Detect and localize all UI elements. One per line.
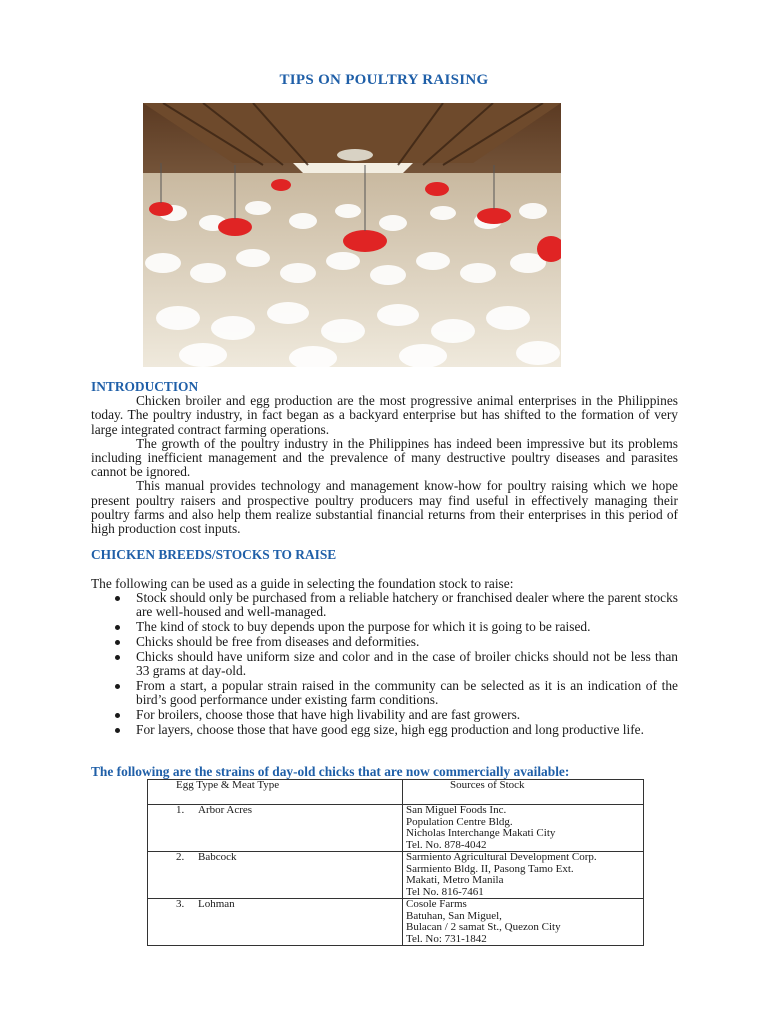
strain-cell [148,852,403,899]
source-line: Tel. No. 878-4042 [406,838,487,851]
strain-cell [148,899,403,946]
strains-heading: The following are the strains of day-old chicks that are now commercially available: [91,764,570,779]
breeds-heading: CHICKEN BREEDS/STOCKS TO RAISE [91,547,337,562]
table-header-row [148,780,644,805]
list-item: Stock should only be purchased from a reliable hatchery or franchised dealer where the parent stocks are well-housed and well-managed. [91,591,678,619]
table-row [148,805,644,852]
column-header-source: Sources of Stock [403,780,644,805]
source-line: Bulacan / 2 samat St., Quezon City [406,921,561,933]
strains-table [147,779,644,946]
introduction-heading: INTRODUCTION [91,379,199,394]
source-line: Batuhan, San Miguel, [406,909,502,922]
source-line: Tel. No: 731-1842 [406,932,487,945]
source-line: San Miguel Foods Inc. [406,804,507,816]
strain-name: Babcock [198,851,237,863]
row-number: 1. [176,804,185,816]
source-line: Sarmiento Agricultural Development Corp. [406,851,597,863]
introduction-section [91,380,678,536]
source-line: Sarmiento Bldg. II, Pasong Tamo Ext. [406,862,574,875]
list-item: From a start, a popular strain raised in the community can be selected as it is an indication of the bird’s good performance under existing farm conditions. [91,679,678,707]
table-row [148,852,644,899]
strain-name: Lohman [198,898,235,910]
table-row [148,899,644,946]
chicken-farm-illustration [143,103,561,367]
source-cell [403,852,644,899]
source-cell [403,899,644,946]
selection-guide-list [91,591,678,737]
list-item: For broilers, choose those that have high livability and are fast growers. [91,708,678,722]
breeds-lead-text: The following can be used as a guide in selecting the foundation stock to raise: [91,576,514,591]
row-number: 2. [176,851,185,863]
breeds-section [91,548,678,562]
source-line: Population Centre Bldg. [406,815,513,828]
source-line: Makati, Metro Manila [406,874,504,886]
intro-paragraph: This manual provides technology and management know-how for poultry raising which we hope present poultry raisers and prospective poultry producers may find useful in effectively managing their poultry farms and also help them realize substantial financial returns from their enterprises in this period of high production cost inputs. [91,478,678,537]
intro-paragraph: Chicken broiler and egg production are the most progressive animal enterprises in the Philippines today. The poultry industry, in fact began as a backyard enterprise but has shifted to the formation of very large integrated contract farming operations. [91,393,678,437]
column-header-type: Egg Type & Meat Type [148,780,403,805]
source-line: Nicholas Interchange Makati City [406,827,556,839]
strains-intro [91,765,678,779]
list-item: The kind of stock to buy depends upon the purpose for which it is going to be raised. [91,620,678,634]
intro-paragraph: The growth of the poultry industry in the Philippines has indeed been impressive but its problems including inefficient management and the prevalence of many destructive poultry diseases and parasites cannot be ignored. [91,435,678,480]
source-line: Tel No. 816-7461 [406,885,484,898]
breeds-guide [91,577,678,737]
source-line: Cosole Farms [406,898,467,910]
strain-name: Arbor Acres [198,804,253,816]
list-item: For layers, choose those that have good egg size, high egg production and long productive life. [91,723,678,737]
source-cell [403,805,644,852]
list-item: Chicks should have uniform size and color and in the case of broiler chicks should not be less than 33 grams at day-old. [91,650,678,678]
row-number: 3. [176,898,185,910]
strain-cell [148,805,403,852]
page-title: TIPS ON POULTRY RAISING [279,72,489,88]
list-item: Chicks should be free from diseases and deformities. [91,635,678,649]
poultry-house-photo [143,103,561,367]
